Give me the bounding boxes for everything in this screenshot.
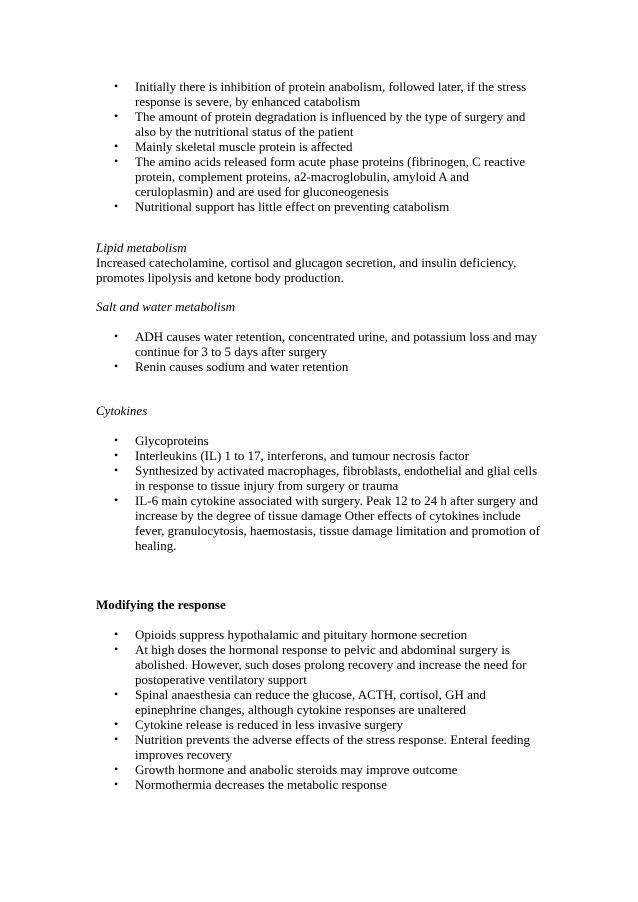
modifying-heading: Modifying the response — [96, 597, 226, 612]
list-item: • Interleukins (IL) 1 to 17, interferons, and tumour necrosis factor — [114, 448, 544, 463]
list-item: • Nutritional support has little effect on preventing catabolism — [114, 199, 544, 214]
list-item: • Glycoproteins — [114, 433, 544, 448]
list-item: • At high doses the hormonal response to pelvic and abdominal surgery is abolished. However, such doses prolong recovery and increase the need for postoperative ventilatory support — [114, 642, 544, 687]
list-item: • Normothermia decreases the metabolic response — [114, 777, 544, 792]
list-item: • The amount of protein degradation is influenced by the type of surgery and also by the nutritional status of the patient — [114, 109, 544, 139]
list-item: • Opioids suppress hypothalamic and pituitary hormone secretion — [114, 627, 544, 642]
list-item: • Growth hormone and anabolic steroids may improve outcome — [114, 762, 544, 777]
list-item: • Initially there is inhibition of protein anabolism, followed later, if the stress response is severe, by enhanced catabolism — [114, 79, 544, 109]
protein-bullet-list — [114, 79, 544, 214]
modifying-bullet-list — [114, 627, 544, 792]
list-item: • ADH causes water retention, concentrated urine, and potassium loss and may continue for 3 to 5 days after surgery — [114, 329, 544, 359]
list-item: • Nutrition prevents the adverse effects of the stress response. Enteral feeding improves recovery — [114, 732, 544, 762]
list-item: • IL-6 main cytokine associated with surgery. Peak 12 to 24 h after surgery and increase by the degree of tissue damage Other effects of cytokines include fever, granulocytosis, haemostasis, tissue damage limitation and promotion of healing. — [114, 493, 544, 553]
lipid-heading: Lipid metabolism — [96, 240, 187, 255]
list-item: • Cytokine release is reduced in less invasive surgery — [114, 717, 544, 732]
cytokines-bullet-list — [114, 433, 544, 553]
list-item: • Mainly skeletal muscle protein is affected — [114, 139, 544, 154]
lipid-paragraph: Increased catecholamine, cortisol and glucagon secretion, and insulin deficiency, promotes lipolysis and ketone body production. — [96, 255, 517, 285]
salt-water-bullet-list — [114, 329, 544, 374]
list-item: • Renin causes sodium and water retention — [114, 359, 544, 374]
list-item: • Spinal anaesthesia can reduce the glucose, ACTH, cortisol, GH and epinephrine changes, although cytokine responses are unaltered — [114, 687, 544, 717]
list-item: • Synthesized by activated macrophages, fibroblasts, endothelial and glial cells in response to tissue injury from surgery or trauma — [114, 463, 544, 493]
list-item: • The amino acids released form acute phase proteins (fibrinogen, C reactive protein, complement proteins, a2-macroglobulin, amyloid A and ceruloplasmin) and are used for gluconeogenesis — [114, 154, 544, 199]
salt-water-heading: Salt and water metabolism — [96, 299, 236, 314]
cytokines-heading: Cytokines — [96, 403, 148, 418]
